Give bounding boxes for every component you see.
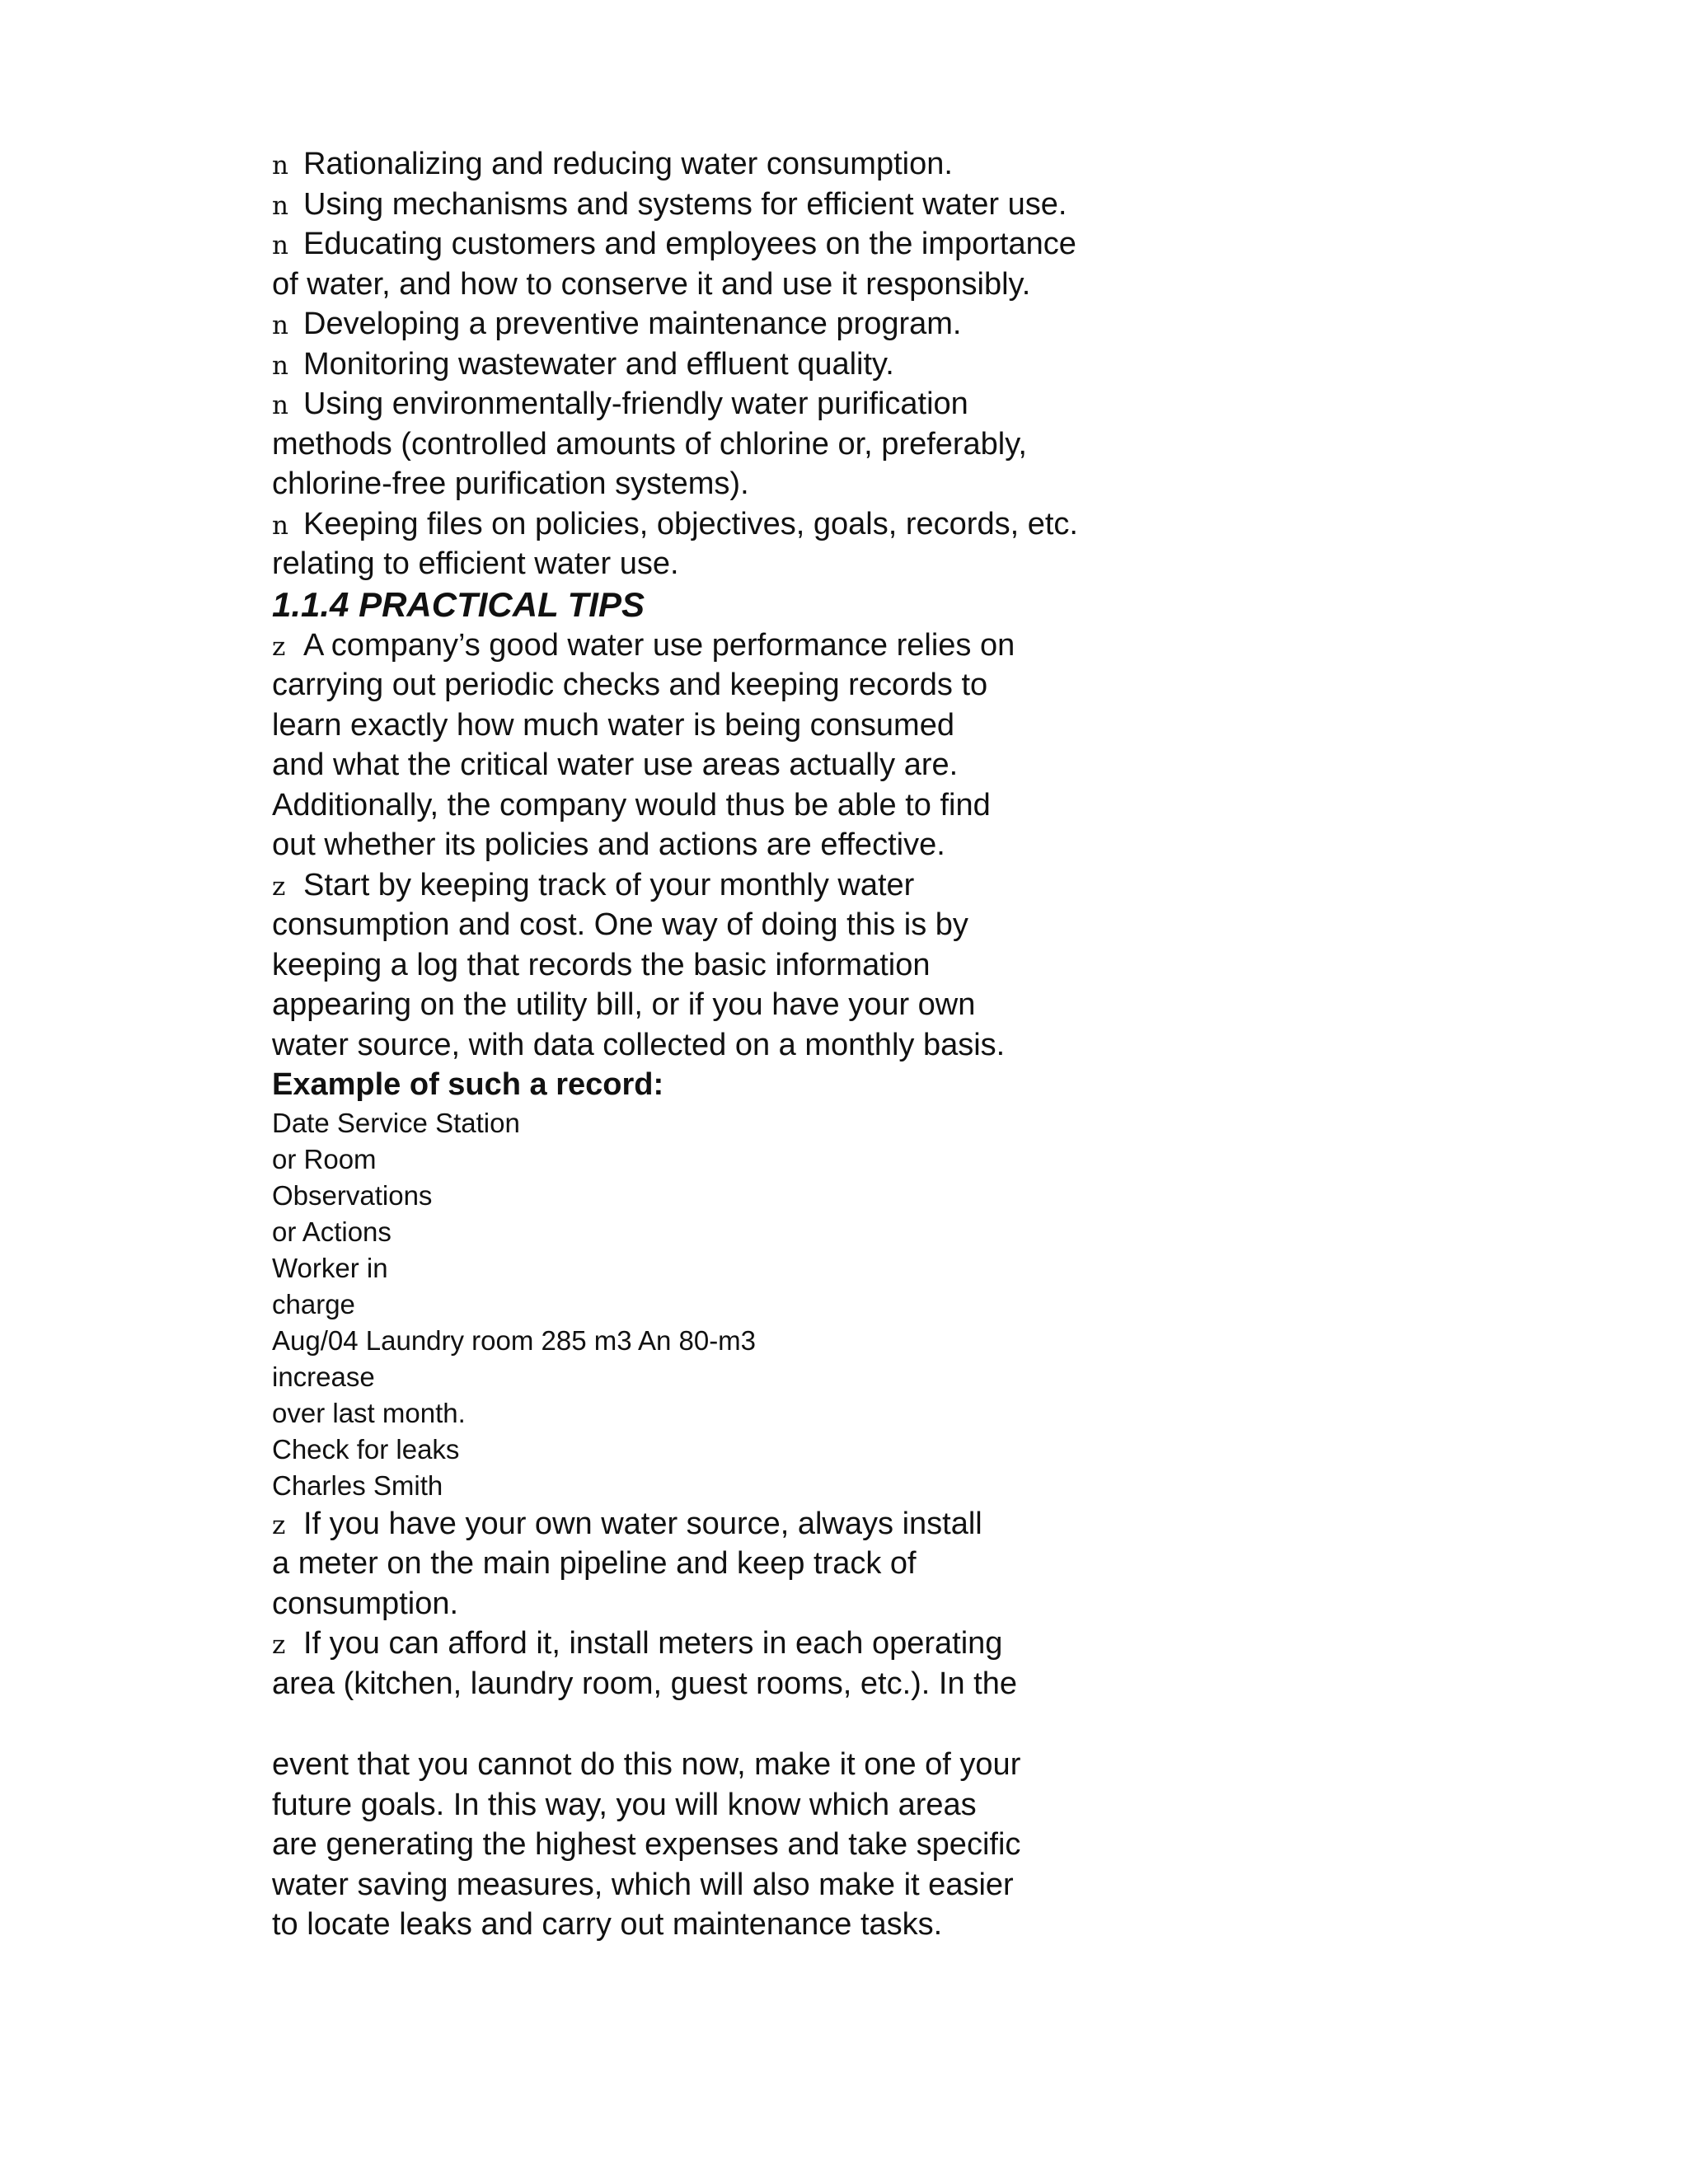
list-item [272, 224, 1179, 265]
tip-continuation: a meter on the main pipeline and keep track of [272, 1546, 917, 1581]
record-line: over last month. [272, 1397, 466, 1428]
tip-continuation: water source, with data collected on a monthly basis. [272, 1027, 1006, 1062]
list-item-continuation: of water, and how to conserve it and use it responsibly. [272, 266, 1031, 302]
bullet-n-icon: n [272, 510, 288, 541]
list-item [272, 344, 1179, 385]
list-item [272, 185, 1179, 225]
paragraph-gap [272, 1704, 1179, 1745]
list-item-text: Developing a preventive maintenance program. [303, 307, 962, 341]
list-item-text: Monitoring wastewater and effluent quality. [303, 346, 894, 382]
bullet-z-icon: z [272, 1630, 286, 1660]
tip-text: If you have your own water source, always install [303, 1506, 982, 1541]
bullet-z-icon: z [272, 631, 286, 662]
list-item-continuation: methods (controlled amounts of chlorine or, preferably, [272, 426, 1027, 462]
paragraph-line: to locate leaks and carry out maintenance tasks. [272, 1907, 943, 1942]
tip-text: Start by keeping track of your monthly water [303, 867, 915, 902]
list-item-text: Using mechanisms and systems for efficient water use. [303, 186, 1067, 222]
page-content [272, 144, 1179, 1945]
paragraph-line: water saving measures, which will also make it easier [272, 1867, 1014, 1902]
paragraph-line: future goals. In this way, you will know which areas [272, 1787, 977, 1822]
record-line: charge [272, 1288, 355, 1319]
record-line: Date Service Station [272, 1107, 520, 1138]
section-heading: 1.1.4 PRACTICAL TIPS [272, 584, 645, 624]
list-item-text: Educating customers and employees on the importance [303, 227, 1076, 261]
list-item-text: Rationalizing and reducing water consumption. [303, 147, 953, 181]
tip-continuation: Additionally, the company would thus be able to find [272, 787, 991, 823]
tip-continuation: out whether its policies and actions are effective. [272, 827, 945, 862]
list-item [272, 504, 1179, 545]
bullet-z-icon: z [272, 1510, 286, 1540]
bullet-n-icon: n [272, 151, 288, 180]
paragraph-line: are generating the highest expenses and take specific [272, 1827, 1021, 1862]
bullet-n-icon: n [272, 231, 288, 260]
bullet-n-icon: n [272, 311, 288, 340]
record-line: increase [272, 1361, 375, 1392]
record-line: Observations [272, 1179, 433, 1211]
tip-continuation: keeping a log that records the basic information [272, 947, 931, 982]
record-line: or Room [272, 1143, 377, 1174]
list-item [272, 144, 1179, 185]
record-line: Worker in [272, 1252, 388, 1283]
bullet-n-icon: n [272, 391, 288, 420]
list-item [272, 304, 1179, 344]
tip-item [272, 626, 1179, 666]
tip-continuation: area (kitchen, laundry room, guest rooms, etc.). In the [272, 1666, 1017, 1701]
list-item-continuation: chlorine-free purification systems). [272, 466, 749, 501]
tip-continuation: consumption. [272, 1586, 459, 1621]
list-item-continuation: relating to efficient water use. [272, 546, 679, 581]
record-line: or Actions [272, 1216, 392, 1247]
list-item [272, 384, 1179, 424]
tip-continuation: and what the critical water use areas actually are. [272, 748, 959, 782]
tip-continuation: learn exactly how much water is being consumed [272, 707, 954, 743]
tip-continuation: appearing on the utility bill, or if you have your own [272, 987, 976, 1022]
tip-item [272, 1504, 1179, 1544]
tip-item [272, 865, 1179, 906]
list-item-text: Using environmentally-friendly water purification [303, 387, 968, 421]
tip-text: If you can afford it, install meters in each operating [303, 1626, 1003, 1661]
bullet-z-icon: z [272, 871, 286, 902]
list-item-text: Keeping files on policies, objectives, goals, records, etc. [303, 506, 1078, 541]
record-line: Charles Smith [272, 1469, 443, 1501]
tip-continuation: carrying out periodic checks and keeping records to [272, 668, 988, 702]
tip-text: A company’s good water use performance relies on [303, 627, 1015, 663]
paragraph-line: event that you cannot do this now, make it one of your [272, 1747, 1021, 1782]
bullet-n-icon: n [272, 350, 288, 381]
tip-item [272, 1624, 1179, 1664]
tip-continuation: consumption and cost. One way of doing this is by [272, 907, 968, 942]
record-line: Aug/04 Laundry room 285 m3 An 80-m3 [272, 1324, 757, 1356]
example-heading: Example of such a record: [272, 1067, 664, 1102]
bullet-n-icon: n [272, 190, 288, 221]
record-line: Check for leaks [272, 1433, 460, 1465]
